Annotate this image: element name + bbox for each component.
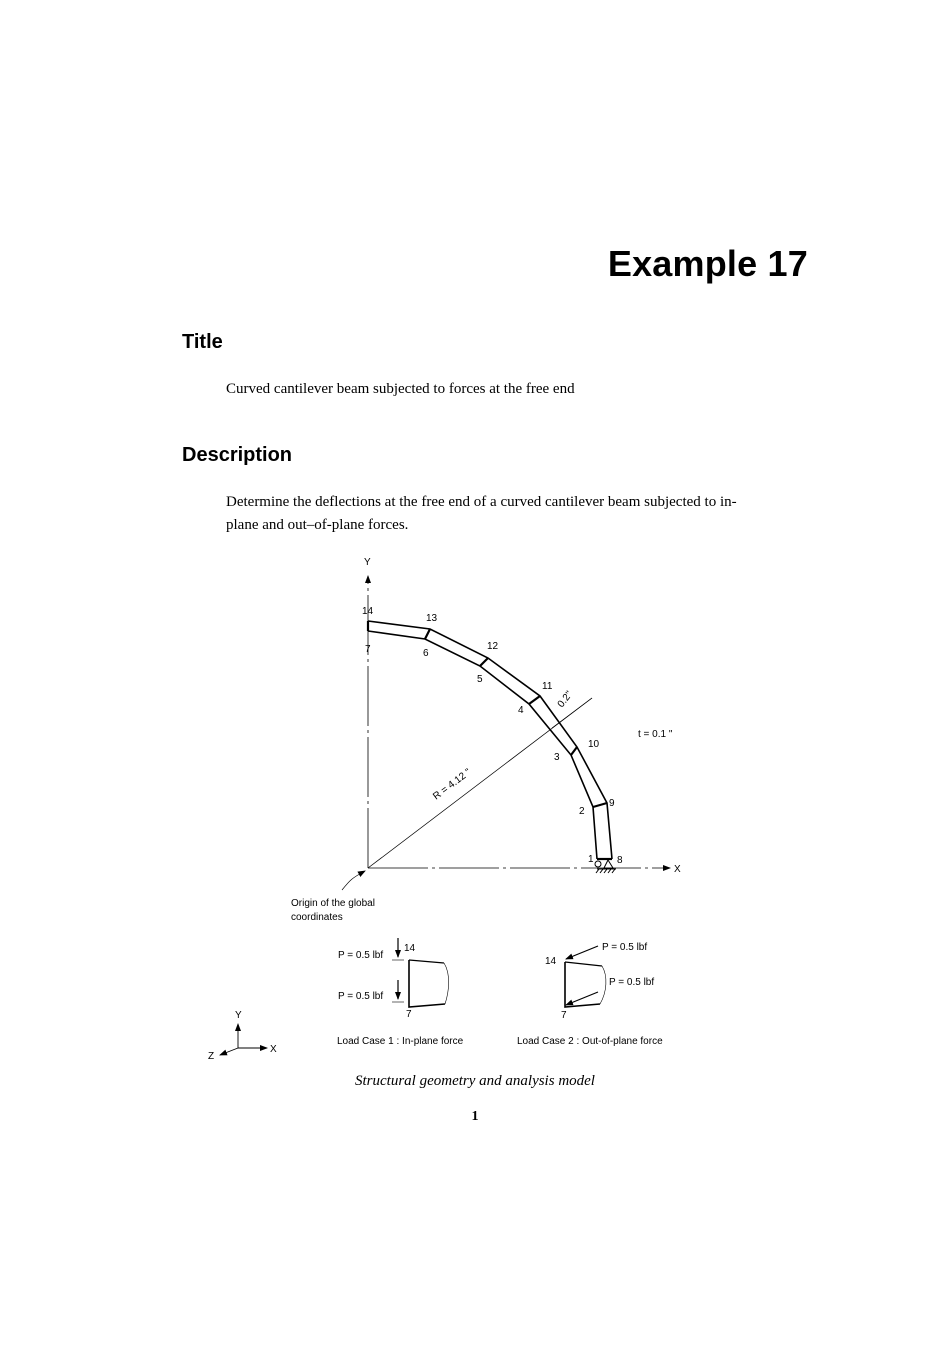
triad-x-label: X [270,1044,277,1055]
load-case-2 [517,942,663,1047]
lc2-caption: Load Case 2 : Out-of-plane force [517,1036,663,1047]
description-heading: Description [182,444,293,466]
fixed-support [595,860,616,873]
node-13-label: 13 [426,613,438,624]
lc1-force-bottom-label: P = 0.5 lbf [338,991,384,1002]
node-14-label: 14 [362,606,374,617]
lc2-force-bottom-label: P = 0.5 lbf [609,977,655,988]
lc2-node-7-label: 7 [561,1010,567,1021]
node-3-label: 3 [554,752,560,763]
node-10-label: 10 [588,739,600,750]
node-11-label: 11 [542,681,553,692]
lc1-caption: Load Case 1 : In-plane force [337,1036,464,1047]
figure-caption: Structural geometry and analysis model [355,1073,595,1089]
lc1-node-14-label: 14 [404,943,416,954]
load-case-1 [337,938,464,1047]
lc2-node-14-label: 14 [545,956,557,967]
origin-leader [342,871,365,890]
lc2-force-top-label: P = 0.5 lbf [602,942,648,953]
coordinate-triad [208,1010,277,1062]
origin-label-line-2: coordinates [291,912,343,923]
page-number: 1 [471,1109,479,1124]
radius-label: R = 4.12 " [431,766,474,803]
origin-label-line-1: Origin of the global [291,898,375,909]
x-axis-label: X [674,864,681,875]
node-6-label: 6 [423,648,429,659]
node-8-label: 8 [617,855,623,866]
chapter-title: Example 17 [607,243,808,284]
node-12-label: 12 [487,641,499,652]
thickness-label: t = 0.1 " [638,729,673,740]
lc1-node-7-label: 7 [406,1009,412,1020]
structural-geometry-figure [200,548,700,1063]
y-axis-label: Y [364,557,371,568]
beam-outer-edge [368,621,612,859]
node-1-label: 1 [588,854,594,865]
node-4-label: 4 [518,705,524,716]
width-label: 0.2" [555,689,576,710]
triad-z-label: Z [208,1051,215,1062]
triad-y-label: Y [235,1010,242,1021]
description-line-2: plane and out–of-plane forces. [226,517,409,533]
node-2-label: 2 [579,806,585,817]
node-7-label: 7 [365,644,371,655]
element-boundaries [368,621,612,859]
title-text: Curved cantilever beam subjected to forces at the free end [226,381,575,397]
description-line-1: Determine the deflections at the free end of a curved cantilever beam subjected to in- [226,494,737,510]
beam-inner-edge [368,631,597,859]
title-heading: Title [182,331,223,353]
node-5-label: 5 [477,674,483,685]
lc1-force-top-label: P = 0.5 lbf [338,950,384,961]
lc2-force-bottom-arrow [566,992,598,1005]
node-9-label: 9 [609,798,615,809]
lc2-force-top-arrow [566,946,598,959]
